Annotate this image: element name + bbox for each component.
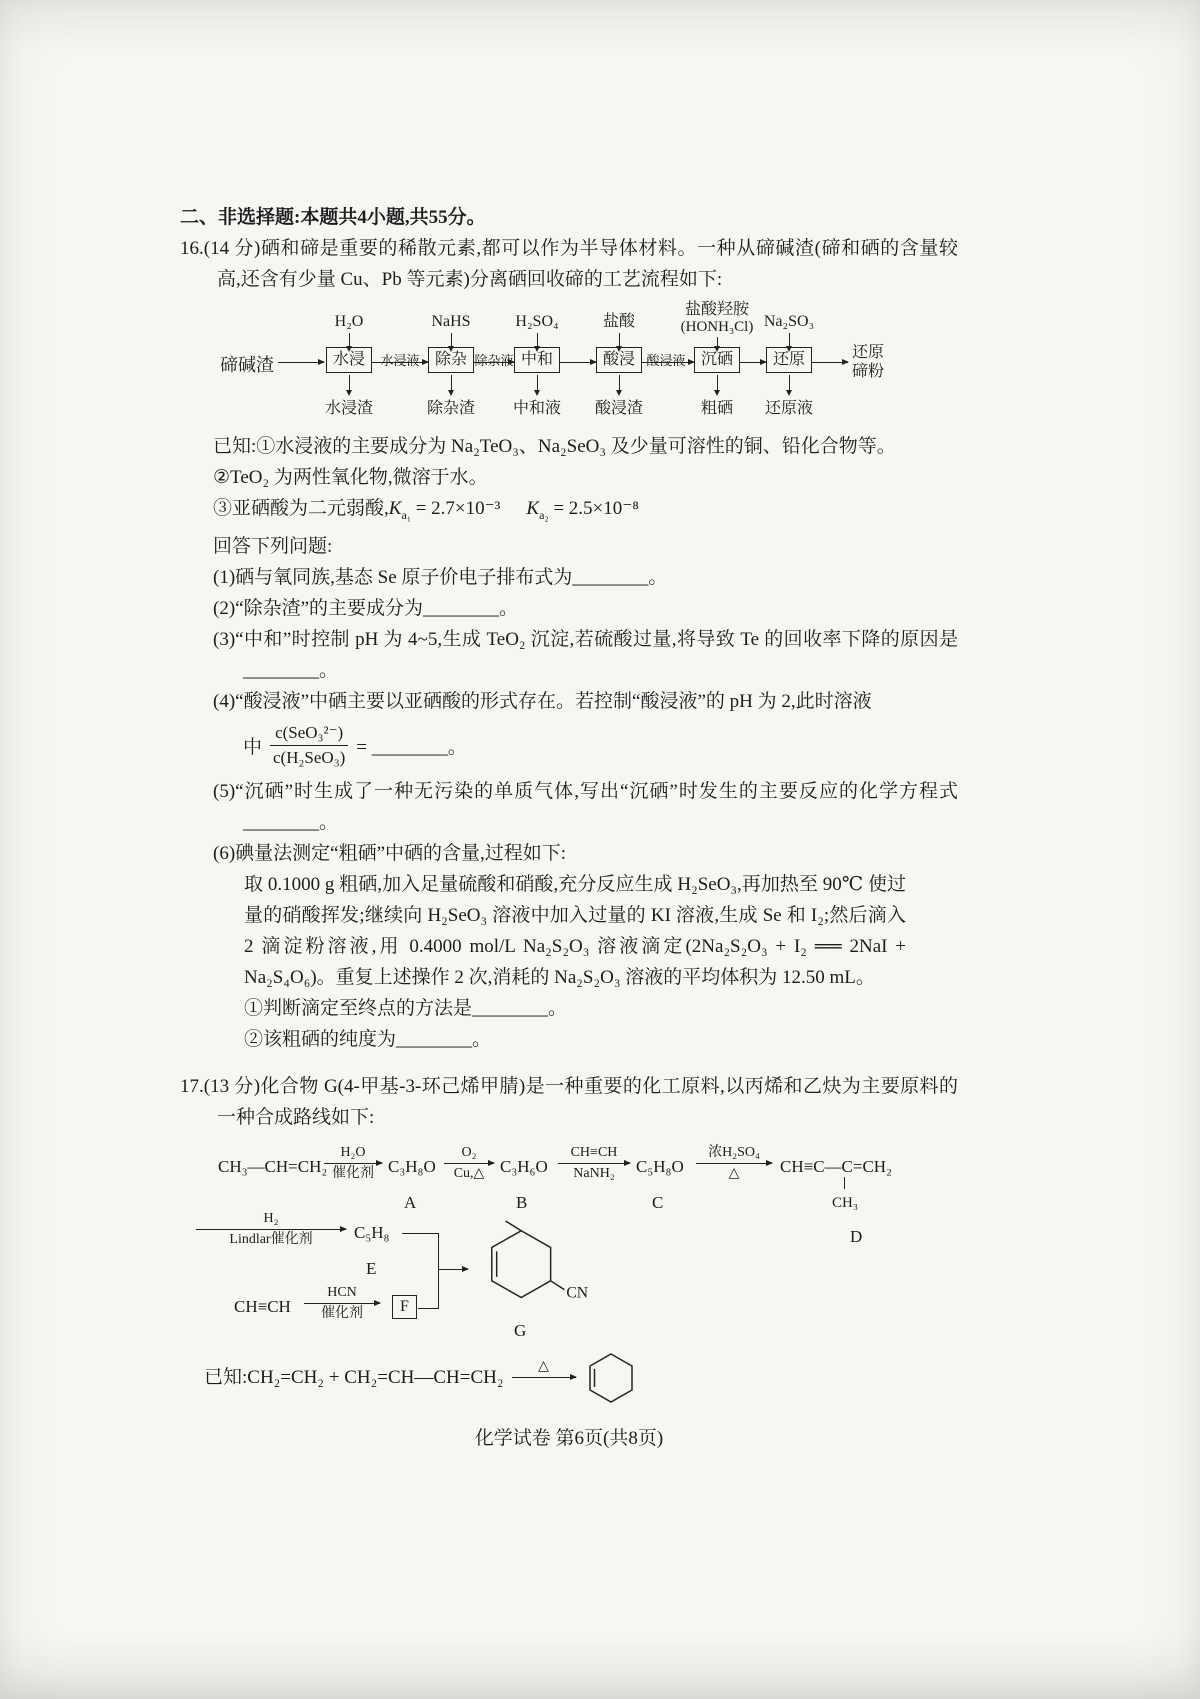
known-reactants-text: 已知:CH₂=CH₂ + CH₂=CH—CH=CH₂: [204, 1367, 504, 1389]
arrow-right-icon: [196, 1229, 346, 1230]
reagent-above: O₂: [461, 1144, 477, 1160]
arrow-right-icon: [560, 362, 596, 363]
g-ring-structure: [474, 1219, 590, 1323]
q16-item-6-head: (6)碘量法测定“粗硒”中硒的含量,过程如下:: [213, 842, 567, 864]
compound-d-label: D: [850, 1226, 863, 1246]
q16-known-3: [180, 493, 958, 531]
ka1-subscript: a₁: [401, 507, 411, 522]
q16-item-6-sub2: ②该粗硒的纯度为________。: [244, 1028, 492, 1050]
arrow-right-icon: [438, 1269, 468, 1270]
step-neutralize: 中和: [514, 347, 560, 373]
reagent-hydroxylamine-formula: (HONH₃Cl): [680, 319, 754, 335]
q16-item-4-fraction-line: [180, 722, 958, 769]
compound-c-label: C: [652, 1192, 664, 1212]
condition-below: NaNH₂: [573, 1165, 615, 1181]
arrow-down-icon: [537, 333, 538, 346]
reagent-water: H₂O: [334, 313, 364, 330]
ka1-value: = 2.7×10⁻³: [415, 498, 501, 519]
compound-c-formula: C₅H₈O: [636, 1156, 684, 1176]
step-reduce: 还原: [766, 347, 812, 373]
reaction-arrow-3: [558, 1145, 630, 1182]
arrow-down-icon: [349, 375, 350, 390]
q16-known-2: ②TeO₂ 为两性氧化物,微溶于水。: [213, 467, 488, 488]
condition-below: △: [728, 1165, 740, 1181]
reagent-nahs: NaHS: [431, 313, 471, 330]
q4-post-text: = ________。: [356, 736, 467, 758]
reaction-arrow-1: [324, 1145, 382, 1182]
reagent-above: CH≡CH: [570, 1144, 618, 1160]
arrow-right-icon: [512, 1377, 576, 1378]
reagent-hydrochloric-acid: 盐酸: [602, 313, 635, 330]
condition-below: Cu,△: [453, 1165, 485, 1181]
known3-text: ③亚硒酸为二元弱酸,: [213, 498, 389, 519]
step-acid-leach: 酸浸: [596, 347, 642, 373]
residue-impurity: 除杂渣: [426, 400, 475, 417]
arrow-down-icon: [619, 375, 620, 390]
stream-label-purified: 除杂液: [474, 353, 514, 368]
reduction-liquid: 还原液: [764, 400, 813, 417]
q16-process-flowchart: [180, 301, 958, 425]
methyl-bond-line: [506, 1221, 522, 1231]
arrow-right-icon: [324, 1163, 382, 1164]
nitrile-bond-line: [551, 1281, 565, 1290]
known-reaction-arrow: [512, 1359, 576, 1396]
condition-below: 催化剂: [321, 1305, 363, 1321]
cyclohexene-ring-structure: [584, 1349, 638, 1407]
reagent-above: HCN: [327, 1284, 357, 1300]
flow-final-product: [852, 343, 884, 381]
crude-selenium: 粗硒: [700, 400, 733, 417]
reagent-sulfuric-acid: H₂SO₄: [515, 313, 559, 330]
residue-acid-leach: 酸浸渣: [594, 400, 643, 417]
cyclohexene-ring: [492, 1231, 551, 1298]
page-content: [180, 202, 958, 1454]
arrow-right-icon: [474, 362, 514, 363]
propene-formula: CH₃—CH=CH₂: [218, 1156, 328, 1176]
compound-e-formula: C₅H₈: [354, 1222, 390, 1242]
q17-intro: 17.(13 分)化合物 G(4-甲基-3-环己烯甲腈)是一种重要的化工原料,以丙烯和乙炔为主要原料的一种合成路线如下:: [180, 1075, 958, 1128]
condition-below: 催化剂: [332, 1165, 374, 1181]
arrow-right-icon: [372, 362, 428, 363]
reagent-above: H₂: [263, 1210, 279, 1226]
nitrile-group-label: CN: [566, 1284, 589, 1302]
compound-f-box: F: [392, 1295, 417, 1319]
connector-line: [438, 1233, 439, 1309]
ka2-subscript: a₂: [539, 507, 549, 522]
concentration-ratio-fraction: [268, 722, 350, 769]
compound-a-formula: C₃H₈O: [388, 1156, 436, 1176]
section-header: 二、非选择题:本题共4小题,共55分。: [180, 207, 486, 228]
k-symbol: K: [526, 498, 540, 519]
fraction-numerator: c(SeO₃²⁻): [270, 722, 348, 746]
q17-synthesis-route: [180, 1137, 958, 1339]
q17-known-reaction: [204, 1349, 958, 1407]
q16-item-4-line1: (4)“酸浸液”中硒主要以亚硒酸的形式存在。若控制“酸浸液”的 pH 为 2,此时溶液: [213, 690, 872, 712]
stream-label-leachate: 水浸液: [380, 353, 420, 368]
reaction-arrow-6: [304, 1285, 380, 1322]
reaction-arrow-4: [696, 1145, 772, 1182]
compound-a-label: A: [404, 1192, 417, 1212]
page-footer: 化学试卷 第6页(共8页): [474, 1427, 664, 1449]
arrow-right-icon: [304, 1303, 380, 1304]
reagent-hydroxylamine: 盐酸羟胺: [684, 301, 749, 318]
flow-input-material: 碲碱渣: [220, 355, 274, 375]
q16-known-1: 已知:①水浸液的主要成分为 Na₂TeO₃、Na₂SeO₃ 及少量可溶性的铜、铅化合物等。: [213, 436, 896, 457]
q16-intro: 16.(14 分)硒和碲是重要的稀散元素,都可以作为半导体材料。一种从碲碱渣(碲和硒的含量较高,还含有少量 Cu、Pb 等元素)分离硒回收碲的工艺流程如下:: [180, 238, 958, 290]
q16-item-5: (5)“沉硒”时生成了一种无污染的单质气体,写出“沉硒”时发生的主要反应的化学方程式________。: [213, 780, 958, 833]
q16-item-6-sub1: ①判断滴定至终点的方法是________。: [244, 997, 568, 1019]
arrow-down-icon: [717, 337, 718, 346]
final-product-line1: 还原: [852, 344, 885, 361]
step-water-leach: 水浸: [326, 347, 372, 373]
arrow-right-icon: [740, 362, 766, 363]
arrow-down-icon: [619, 333, 620, 346]
arrow-right-icon: [278, 362, 324, 363]
q16-item-6-body: 取 0.1000 g 粗硒,加入足量硫酸和硝酸,充分反应生成 H₂SeO₃,再加热至 90℃ 使过量的硝酸挥发;继续向 H₂SeO₃ 溶液中加入过量的 KI 溶液,生成 Se 和 I₂;然后滴入 2 滴淀粉溶液,用 0.4000 mol/L Na₂S₂O₃ 溶液滴定(2Na₂S₂O₃ + I₂ ══ 2NaI + Na₂S₄O₆)。重复上述操作 2 次,消耗的 Na₂S₂O₃ 溶液的平均体积为 12.50 mL。: [244, 873, 906, 988]
compound-g-label: G: [514, 1320, 527, 1340]
arrow-down-icon: [789, 333, 790, 346]
connector-line: [402, 1233, 438, 1234]
compound-d-structure: [780, 1157, 910, 1215]
stream-label-acid-leachate: 酸浸液: [646, 353, 686, 368]
cyclohexene-ring: [590, 1354, 632, 1402]
liquid-neutralized: 中和液: [512, 400, 561, 417]
compound-e-label: E: [366, 1258, 377, 1278]
q4-pre-text: 中: [243, 736, 263, 758]
ka2-term: [526, 498, 549, 522]
connector-line: [418, 1308, 438, 1309]
arrow-down-icon: [537, 375, 538, 390]
compound-b-label: B: [516, 1192, 528, 1212]
residue-water-leach: 水浸渣: [324, 400, 373, 417]
arrow-right-icon: [642, 362, 694, 363]
compound-d-formula: CH≡C—C=CH₂: [780, 1156, 893, 1176]
arrow-right-icon: [444, 1163, 494, 1164]
arrow-down-icon: [789, 375, 790, 390]
step-impurity-removal: 除杂: [428, 347, 474, 373]
arrow-right-icon: [696, 1163, 772, 1164]
q16-item-1: (1)硒与氧同族,基态 Se 原子价电子排布式为________。: [213, 566, 668, 588]
arrow-down-icon: [349, 333, 350, 346]
ka2-value: = 2.5×10⁻⁸: [553, 498, 639, 519]
q16-ask: 回答下列问题:: [213, 535, 333, 557]
reaction-arrow-2: [444, 1145, 494, 1182]
ka1-term: [388, 498, 411, 522]
condition-above: △: [538, 1359, 549, 1375]
q16-item-3: (3)“中和”时控制 pH 为 4~5,生成 TeO₂ 沉淀,若硫酸过量,将导致 Te 的回收率下降的原因是________。: [213, 628, 958, 681]
methyl-branch: CH₃: [832, 1194, 859, 1211]
reagent-sodium-sulfite: Na₂SO₃: [763, 313, 815, 330]
final-product-line2: 碲粉: [852, 363, 885, 380]
reagent-above: 浓H₂SO₄: [708, 1144, 760, 1160]
arrow-down-icon: [717, 375, 718, 390]
step-precipitate-selenium: 沉硒: [694, 347, 740, 373]
fraction-denominator: c(H₂SeO₃): [273, 747, 346, 767]
compound-b-formula: C₃H₆O: [500, 1156, 548, 1176]
arrow-down-icon: [451, 375, 452, 390]
reagent-above: H₂O: [340, 1144, 366, 1160]
reaction-arrow-5: [196, 1211, 346, 1248]
arrow-right-icon: [812, 362, 848, 363]
acetylene-formula: CH≡CH: [234, 1296, 291, 1316]
k-symbol: K: [388, 498, 402, 519]
arrow-right-icon: [558, 1163, 630, 1164]
condition-below: Lindlar催化剂: [229, 1231, 313, 1247]
q16-item-2: (2)“除杂渣”的主要成分为________。: [213, 597, 519, 619]
arrow-down-icon: [451, 333, 452, 346]
